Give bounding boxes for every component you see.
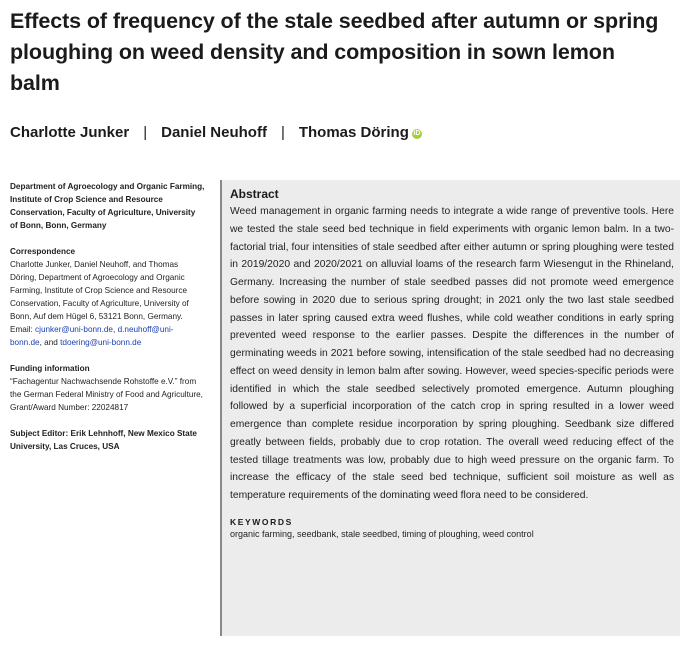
abstract-box [220, 180, 680, 636]
keywords-heading: KEYWORDS [230, 516, 293, 527]
author-separator: | [143, 124, 148, 141]
affiliation-text: Department of Agroecology and Organic Farming, Institute of Crop Science and Resource Conservation, Faculty of Agriculture, University of Bonn, Bonn, Germany [10, 182, 205, 230]
keywords-list: organic farming, seedbank, stale seedbed, timing of ploughing, weed control [230, 528, 534, 539]
author-list [10, 124, 690, 141]
email-label: Email: [10, 325, 33, 334]
subject-editor [10, 427, 205, 453]
funding-info [10, 362, 205, 414]
editor-heading: Subject Editor: [10, 429, 69, 438]
author-name[interactable]: Daniel Neuhoff [161, 124, 267, 141]
article-info-sidebar [10, 180, 205, 466]
email-conjunction: , and [39, 338, 58, 347]
abstract-heading: Abstract [230, 187, 279, 201]
correspondence [10, 245, 205, 349]
email-link[interactable]: tdoering@uni-bonn.de [60, 338, 142, 347]
author-separator: | [280, 124, 285, 141]
email-link[interactable]: d.neuhoff@uni-bonn.de [10, 325, 174, 347]
funding-text: “Fachagentur Nachwachsende Rohstoffe e.V.” from the German Federal Ministry of Food and Agriculture, Grant/Award Number: 22024817 [10, 377, 203, 412]
paper-title: Effects of frequency of the stale seedbed after autumn or spring ploughing on weed density and composition in sown lemon balm [10, 9, 659, 95]
affiliation [10, 180, 205, 232]
correspondence-text: Charlotte Junker, Daniel Neuhoff, and Thomas Döring, Department of Agroecology and Organic Farming, Institute of Crop Science and Resource Conservation, Faculty of Agriculture, University of Bonn, Auf dem Hügel 6, 53121 Bonn, Germany. [10, 260, 189, 321]
author-name[interactable]: Charlotte Junker [10, 124, 130, 141]
editor-text: Erik Lehnhoff, New Mexico State University, Las Cruces, USA [10, 429, 197, 451]
email-line: Email: cjunker@uni-bonn.de, d.neuhoff@uni-bonn.de, and tdoering@uni-bonn.de [10, 325, 174, 347]
funding-heading: Funding information [10, 364, 90, 373]
author-name[interactable]: Thomas Döring [298, 124, 409, 141]
abstract-text: Weed management in organic farming needs to integrate a wide range of preventive tools. Here we tested the stale seed bed technique in field experiments with organic lemon balm. In a two-factorial trial, four intensities of stale seedbed after either autumn or spring ploughing were tested in 2019/2020 and 2020/2021 on alluvial loams of the research farm Wiesengut in the Rhineland, Germany. Increasing the number of stale seedbed passes did not promote weed emergence before sowing in 2020 due to serious spring drought; in 2021 only the two last stale seedbed passes in later spring caused extra weed flushes, while cold weather conditions in early spring prevented weed response to the earlier passes. Despite the differences in the number of germinating weeds in 2021 before sowing, intensification of the stale seedbed had no decreasing effect on weed density in lemon balm after sowing. However, weed species-specific periods were identified in which the stale seedbed selectively promoted emergence. Autumn ploughing followed by a superficial incorporation of the catch crop in spring resulted in a lower weed emergence than complete residue incorporation by spring ploughing. Seedbank size differed greatly between fields, probably due to crop rotation. The overall weed reducing effect of the tested tillage treatments was low, probably due to high weed pressure on the organic farm. To increase the efficacy of the stale seed bed technique, sufficient soil moisture as well as temperature requirements of the dominating weed flora need to be considered. [230, 206, 674, 501]
correspondence-heading: Correspondence [10, 247, 76, 256]
email-link[interactable]: cjunker@uni-bonn.de [35, 325, 113, 334]
orcid-icon[interactable]: iD [413, 130, 421, 137]
